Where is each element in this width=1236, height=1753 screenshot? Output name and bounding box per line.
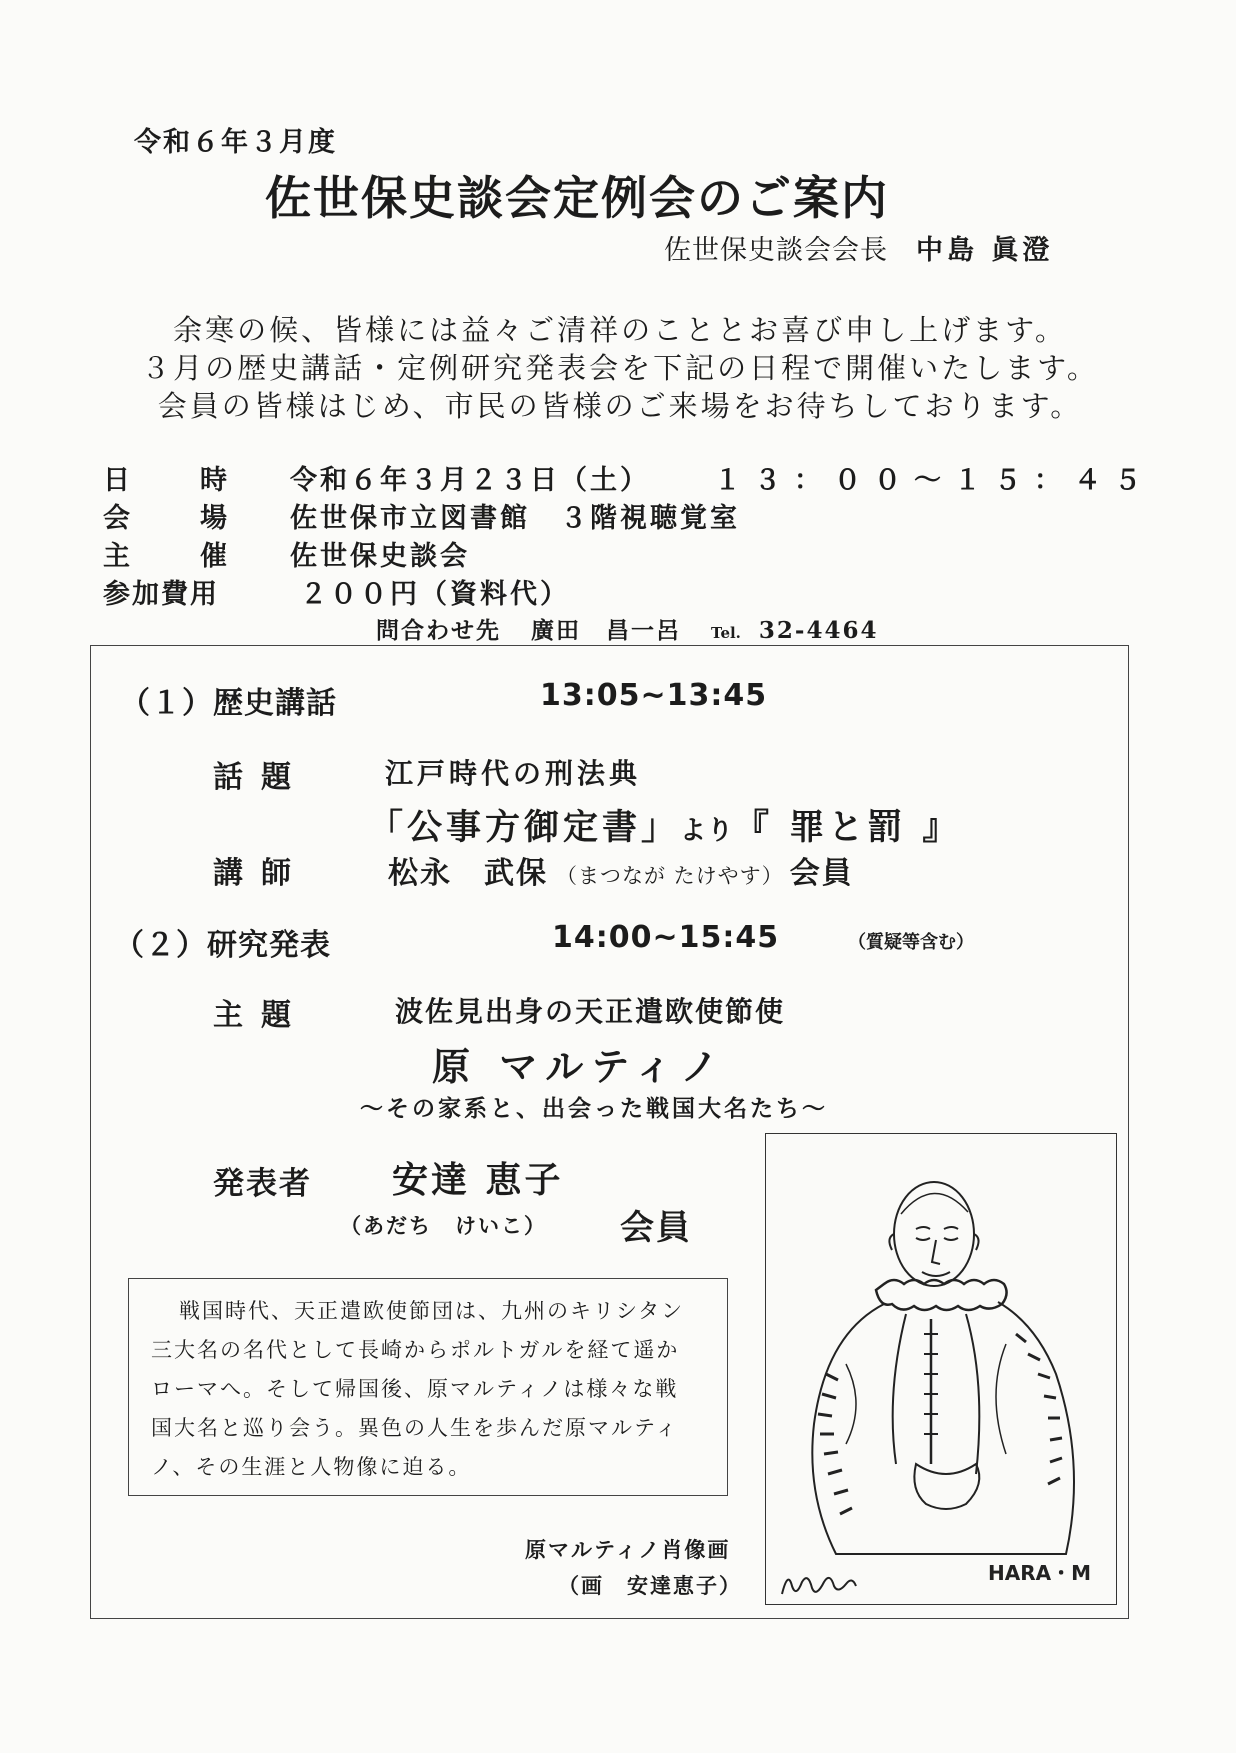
session1-topic-line2	[368, 800, 961, 850]
portrait-frame	[765, 1133, 1117, 1605]
venue-label: 会場	[103, 503, 227, 534]
lecturer-kana: （まつなが たけやす）	[556, 864, 784, 888]
venue-value: 佐世保市立図書館 ３階視聴覚室	[290, 503, 740, 534]
session2-theme-label: 主題	[213, 998, 309, 1033]
date-text: 令和６年３月２３日（土）	[290, 465, 650, 496]
greeting-line-1: 余寒の候、皆様には益々ご清祥のこととお喜び申し上げます。	[173, 313, 1067, 347]
president-role: 佐世保史談会会長	[664, 235, 888, 266]
portrait-label: HARA・M	[988, 1561, 1091, 1585]
session1-topic-label: 話題	[213, 760, 309, 795]
presenter-role: 会員	[620, 1208, 692, 1248]
contact-tel: 32-4464	[758, 617, 879, 644]
fee-label: 参加費用	[103, 579, 219, 610]
session2-theme-sub: ～その家系と、出会った戦国大名たち～	[360, 1095, 828, 1122]
session1-lecturer	[388, 848, 854, 892]
greeting-line-2: ３月の歴史講話・定例研究発表会を下記の日程で開催いたします。	[141, 351, 1099, 385]
greeting-line-3: 会員の皆様はじめ、市民の皆様のご来場をお待ちしております。	[157, 389, 1083, 423]
topic-yori: より	[680, 816, 735, 846]
topic-tsumi-to-batsu: 『 罪と罰 』	[734, 807, 962, 848]
page-title: 佐世保史談会定例会のご案内	[265, 171, 889, 225]
contact-label: 問合わせ先	[376, 617, 501, 644]
portrait-credit: （画 安達恵子）	[558, 1573, 742, 1598]
description-box	[128, 1278, 728, 1496]
portrait-drawing	[766, 1134, 1116, 1604]
session2-theme-line1: 波佐見出身の天正遣欧使節使	[395, 995, 786, 1028]
president-name: 中島 眞澄	[916, 235, 1054, 266]
session1-heading: （１）歴史講話	[120, 686, 337, 721]
description-line: 三大名の名代として長崎からポルトガルを経て遥か	[151, 1338, 680, 1362]
presenter-label: 発表者	[213, 1166, 312, 1202]
lecturer-name: 松永 武保	[388, 856, 548, 891]
presenter-kana: （あだち けいこ）	[340, 1213, 547, 1238]
description-line: 国大名と巡り会う。異色の人生を歩んだ原マルティ	[151, 1416, 679, 1440]
session2-heading: （２）研究発表	[114, 928, 331, 963]
session1-time: 13:05~13:45	[540, 678, 768, 713]
contact-line	[376, 612, 908, 645]
contact-name: 廣田 昌一呂	[531, 617, 681, 644]
date-value	[290, 458, 1154, 497]
tel-icon: Tel.	[711, 624, 741, 642]
session1-topic-line1: 江戸時代の刑法典	[385, 757, 642, 790]
date-label: 日時	[103, 465, 227, 496]
presenter-name: 安達 恵子	[392, 1159, 564, 1201]
fee-value: ２００円（資料代）	[300, 579, 570, 610]
month-label: 令和６年３月度	[134, 127, 337, 158]
host-label: 主催	[103, 541, 227, 572]
session2-theme-main: 原 マルティノ	[432, 1044, 727, 1089]
portrait-caption: 原マルティノ肖像画	[525, 1537, 731, 1562]
topic-kujikata: 「公事方御定書」	[368, 807, 681, 848]
lecturer-role: 会員	[789, 856, 854, 891]
session2-time-note: （質疑等含む）	[848, 932, 974, 953]
description-line: 戦国時代、天正遣欧使節団は、九州のキリシタン	[179, 1299, 685, 1323]
host-value: 佐世保史談会	[290, 541, 470, 572]
signature-mark	[776, 1564, 876, 1604]
session2-time: 14:00~15:45	[552, 920, 780, 955]
description-line: ノ、その生涯と人物像に迫る。	[151, 1455, 472, 1479]
description-line: ローマへ。そして帰国後、原マルティノは様々な戦	[151, 1377, 679, 1401]
president-line	[664, 228, 1053, 267]
session1-lecturer-label: 講師	[213, 856, 309, 891]
time-text: １３：００～１５：４５	[714, 465, 1154, 496]
